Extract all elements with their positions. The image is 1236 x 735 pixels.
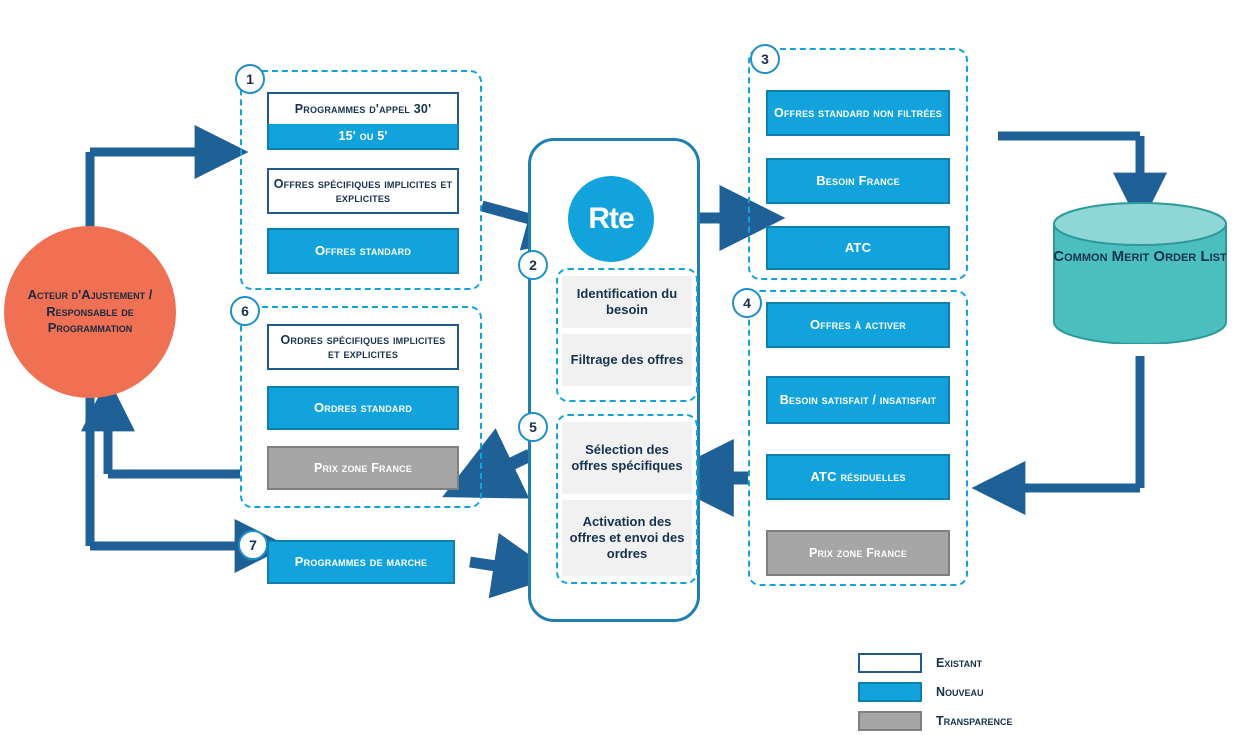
legend-swatch-existant xyxy=(858,653,922,673)
group-1-badge: 1 xyxy=(235,64,265,94)
rte-logo-icon: Rte xyxy=(568,176,654,262)
step-activation-offres-envoi-ordres: Activation des offres et envoi des ordres xyxy=(562,500,692,576)
step-filtrage-des-offres: Filtrage des offres xyxy=(562,334,692,386)
legend-label-existant: Existant xyxy=(936,656,983,670)
box-ordres-specifiques: Ordres spécifiques implicites et explicites xyxy=(267,324,459,370)
box-ordres-standard: Ordres standard xyxy=(267,386,459,430)
box-programmes-appel-15-5: 15' ou 5' xyxy=(267,124,459,150)
group-7-badge: 7 xyxy=(238,530,268,560)
legend-item-transparence xyxy=(858,710,1098,732)
actor-label: Acteur d'Ajustement / Responsable de Programmation xyxy=(27,286,153,336)
box-prix-zone-france-right: Prix zone France xyxy=(766,530,950,576)
group-3-badge: 3 xyxy=(750,44,780,74)
box-offres-a-activer: Offres à activer xyxy=(766,302,950,348)
database-label: Common Merit Order List xyxy=(1053,248,1227,265)
box-offres-standard: Offres standard xyxy=(267,228,459,274)
group-6-badge: 6 xyxy=(230,296,260,326)
legend xyxy=(858,652,1098,735)
step-selection-offres-specifiques: Sélection des offres spécifiques xyxy=(562,422,692,494)
box-offres-specifiques: Offres spécifiques implicites et explicites xyxy=(267,168,459,214)
box-atc: ATC xyxy=(766,226,950,270)
legend-item-existant xyxy=(858,652,1098,674)
database-cylinder xyxy=(1052,202,1228,344)
box-offres-standard-non-filtrees: Offres standard non filtrées xyxy=(766,90,950,136)
step-identification-du-besoin: Identification du besoin xyxy=(562,276,692,328)
box-programmes-de-marche: Programmes de marche xyxy=(267,540,455,584)
actor-node xyxy=(4,226,176,398)
cylinder-icon xyxy=(1052,202,1228,344)
box-besoin-satisfait-insatisfait: Besoin satisfait / insatisfait xyxy=(766,376,950,424)
legend-swatch-nouveau xyxy=(858,682,922,702)
legend-label-nouveau: Nouveau xyxy=(936,685,984,699)
box-atc-residuelles: ATC résiduelles xyxy=(766,454,950,500)
legend-swatch-transparence xyxy=(858,711,922,731)
legend-label-transparence: Transparence xyxy=(936,714,1013,728)
legend-item-nouveau xyxy=(858,681,1098,703)
group-4-badge: 4 xyxy=(732,288,762,318)
group-2-badge: 2 xyxy=(518,250,548,280)
box-prix-zone-france-left: Prix zone France xyxy=(267,446,459,490)
group-5-badge: 5 xyxy=(518,412,548,442)
box-programmes-appel-30: Programmes d'appel 30' xyxy=(267,92,459,124)
box-besoin-france: Besoin France xyxy=(766,158,950,204)
